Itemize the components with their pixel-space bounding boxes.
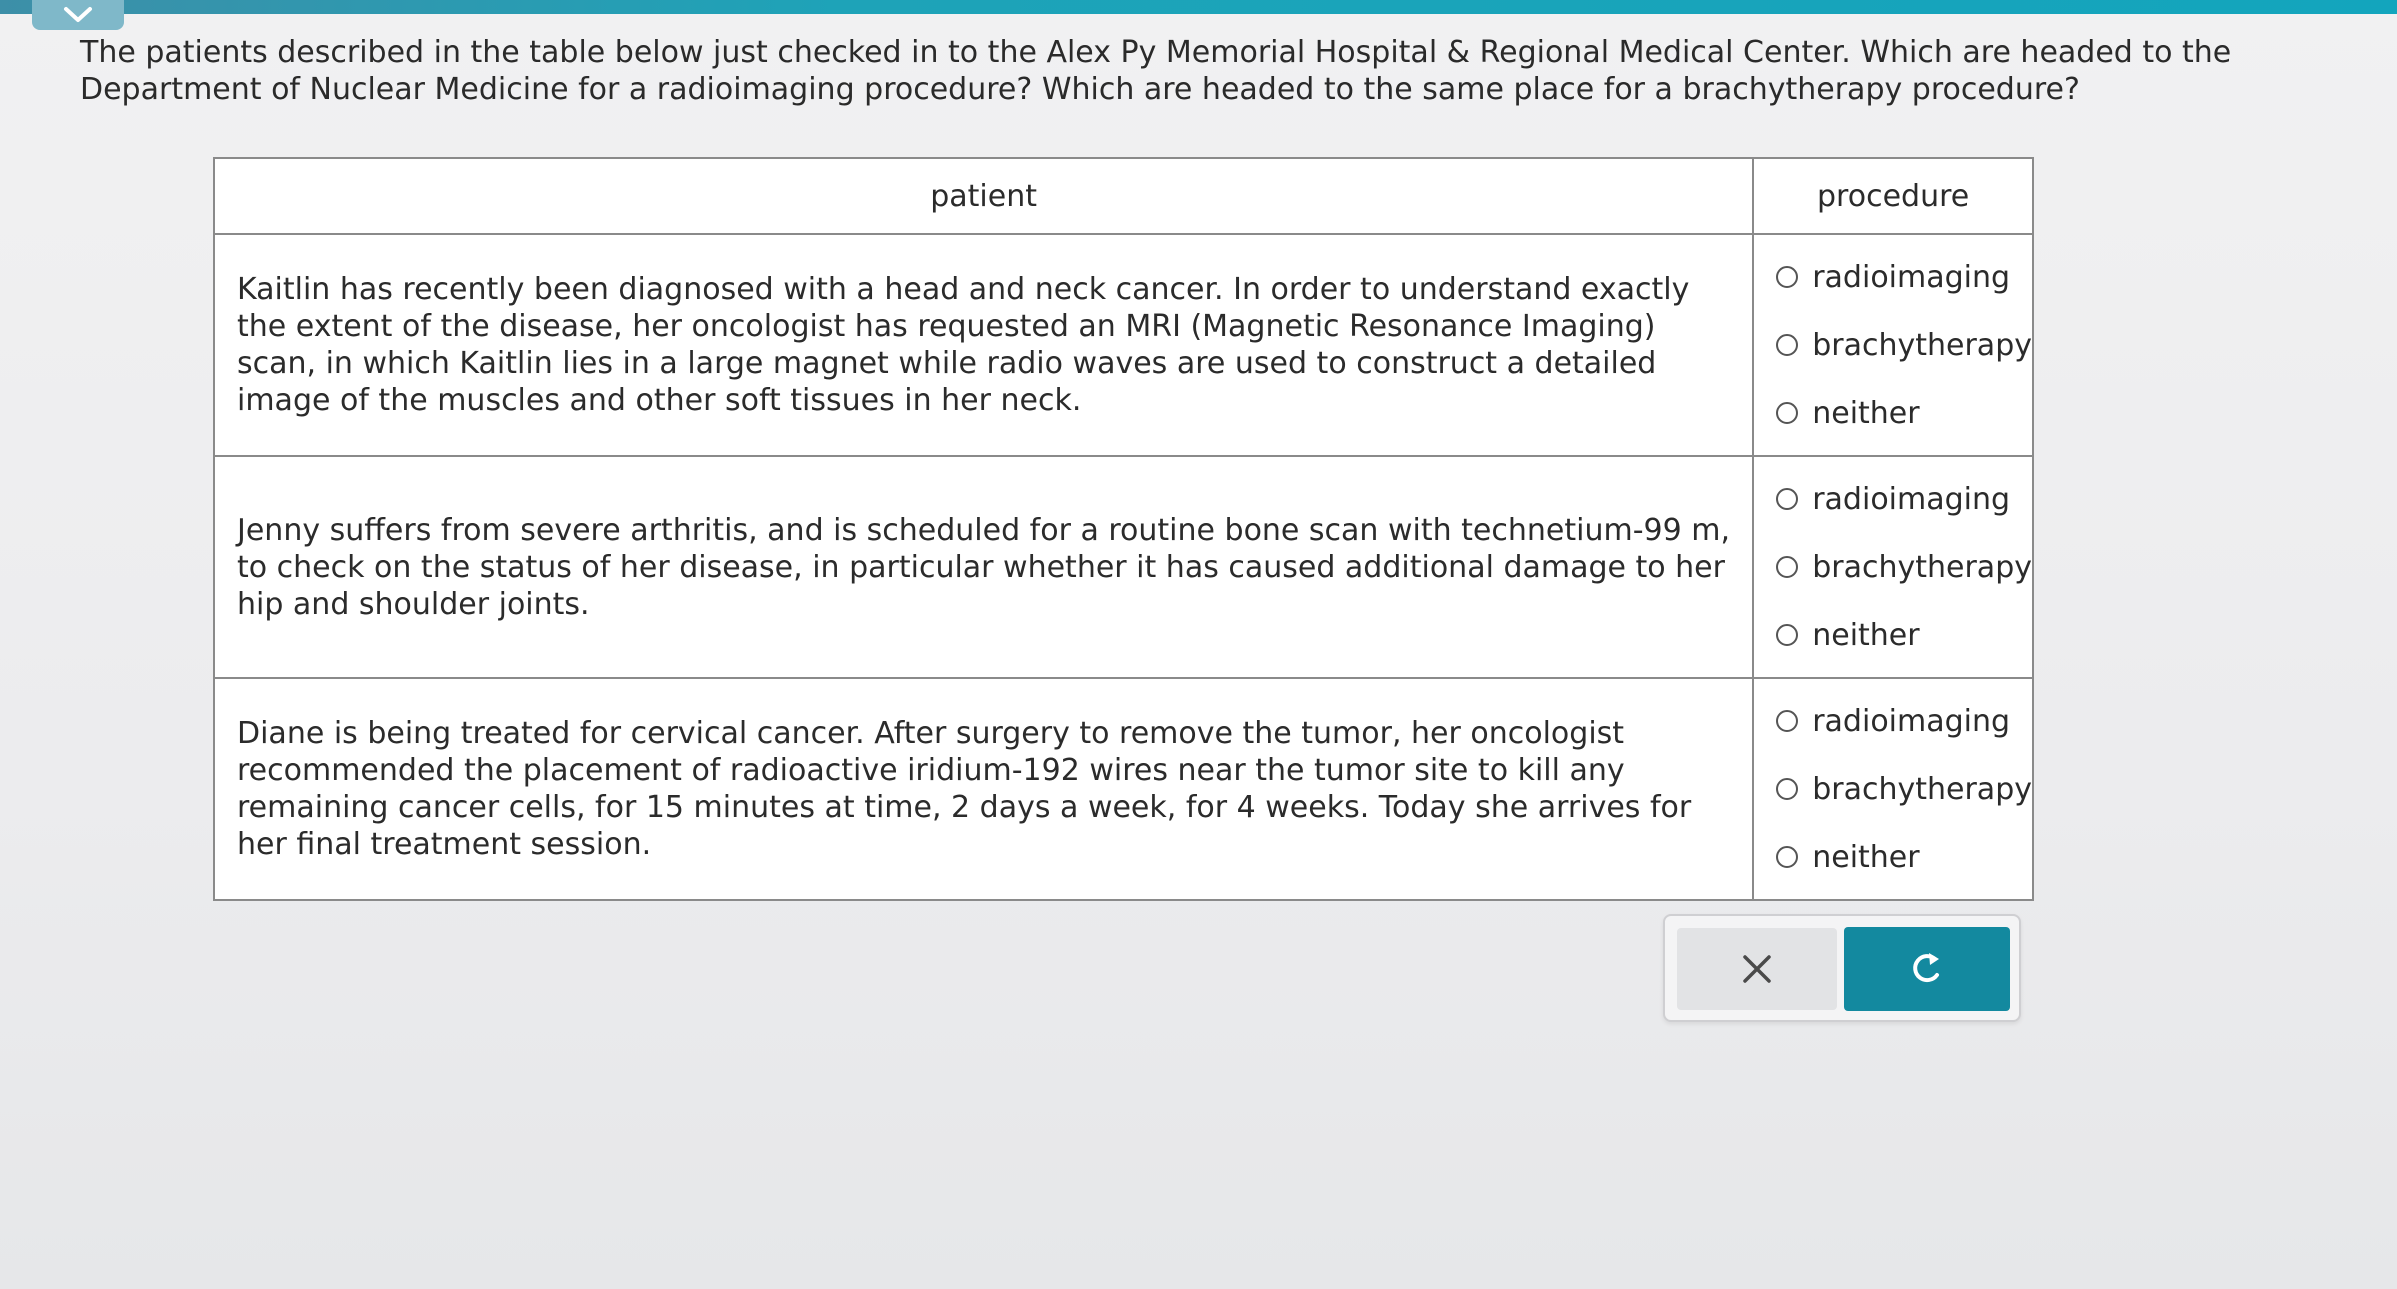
collapse-tab[interactable] [32, 0, 124, 30]
close-icon [1740, 952, 1774, 986]
procedure-options-jenny [1753, 456, 2033, 678]
option-label: neither [1812, 617, 1920, 653]
option-label: brachytherapy [1812, 771, 2032, 807]
procedure-options-kaitlin [1753, 234, 2033, 456]
option-neither[interactable] [1776, 379, 2032, 447]
option-label: brachytherapy [1812, 327, 2032, 363]
question-text: The patients described in the table below just checked in to the Alex Py Memorial Hospital & Regional Medical Center. Which are headed to the Department of Nuclear Medicine for a radioimaging procedure? Which are headed to the same place for a brachytherapy procedure? [80, 35, 2232, 107]
chevron-down-icon [58, 5, 98, 25]
patient-description-jenny: Jenny suffers from severe arthritis, and is scheduled for a routine bone scan with technetium-99 m, to check on the status of her disease, in particular whether it has caused additional damage to her hip and shoulder joints. [214, 456, 1753, 678]
option-label: radioimaging [1812, 703, 2011, 739]
undo-icon [1905, 947, 1949, 991]
procedure-options-diane [1753, 678, 2033, 900]
option-radioimaging[interactable] [1776, 243, 2032, 311]
table-row [214, 678, 2033, 900]
procedure-column-header: procedure [1753, 158, 2033, 234]
radio-button-icon[interactable] [1776, 266, 1798, 288]
option-neither[interactable] [1776, 823, 2032, 891]
radio-button-icon[interactable] [1776, 488, 1798, 510]
option-label: radioimaging [1812, 259, 2011, 295]
option-label: neither [1812, 839, 1920, 875]
option-brachytherapy[interactable] [1776, 755, 2032, 823]
option-label: neither [1812, 395, 1920, 431]
patient-column-header: patient [214, 158, 1753, 234]
patient-description-kaitlin: Kaitlin has recently been diagnosed with a head and neck cancer. In order to understand exactly the extent of the disease, her oncologist has requested an MRI (Magnetic Resonance Imaging) scan, in which Kaitlin lies in a large magnet while radio waves are used to construct a detailed image of the muscles and other soft tissues in her neck. [214, 234, 1753, 456]
radio-button-icon[interactable] [1776, 710, 1798, 732]
procedure-table [213, 157, 2034, 901]
patient-description-diane: Diane is being treated for cervical cancer. After surgery to remove the tumor, her oncologist recommended the placement of radioactive iridium-192 wires near the tumor site to kill any remaining cancer cells, for 15 minutes at time, 2 days a week, for 4 weeks. Today she arrives for her final treatment session. [214, 678, 1753, 900]
answer-button-panel [1663, 914, 2021, 1022]
option-radioimaging[interactable] [1776, 465, 2032, 533]
radio-button-icon[interactable] [1776, 334, 1798, 356]
option-brachytherapy[interactable] [1776, 533, 2032, 601]
top-bar [0, 0, 2397, 14]
undo-button[interactable] [1844, 927, 2010, 1011]
option-neither[interactable] [1776, 601, 2032, 669]
radio-button-icon[interactable] [1776, 556, 1798, 578]
option-radioimaging[interactable] [1776, 687, 2032, 755]
radio-button-icon[interactable] [1776, 624, 1798, 646]
radio-button-icon[interactable] [1776, 778, 1798, 800]
option-label: radioimaging [1812, 481, 2011, 517]
option-label: brachytherapy [1812, 549, 2032, 585]
table-row [214, 234, 2033, 456]
table-row [214, 456, 2033, 678]
radio-button-icon[interactable] [1776, 402, 1798, 424]
table-header-row [214, 158, 2033, 234]
option-brachytherapy[interactable] [1776, 311, 2032, 379]
clear-button[interactable] [1677, 928, 1837, 1010]
radio-button-icon[interactable] [1776, 846, 1798, 868]
